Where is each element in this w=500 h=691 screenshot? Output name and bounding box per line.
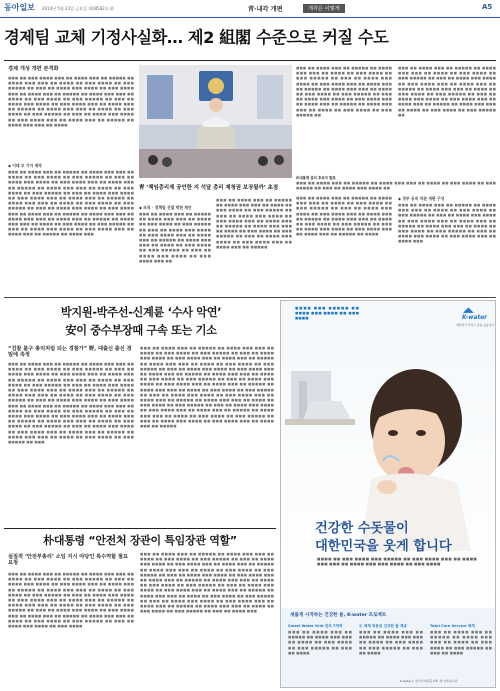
- col2b-body: ■■■ ■■ ■■■■ ■■■ ■■ ■■■■■ ■■ ■■■■ ■■■ ■■■ ■■ ■■■■ ■■ ■■■ ■■■■ ■■ ■■■ ■■■■■ ■■ ■■■ ■■ ■■■■ ■■■ ■■■■ ■■ ■■■ ■■■■ ■■■ ■■ ■■■■ ■■■ ■■ ■■■■■ ■■ ■■■■ ■■■ ■■■ ■■ ■■■■ ■■ ■■■ ■■■■ ■■ ■■■ ■■■■■ ■■ ■■■ ■■ ■■■■ ■■■ ■■■■ ■■ ■■■ ■■■■ ■■■ ■■ ■■■■ ■■■ ■■ ■■■■■: [216, 198, 292, 249]
- story3-subhead: 실질적 ‘안전부총리’ 소임 지시 야당인 특수역할 필요 요청: [8, 554, 129, 567]
- ad-body-copy: ■■■■ ■■ ■■■ ■■■■ ■■■ ■■■■■ ■■ ■■■ ■■■■ ■■■ ■■ ■■■■ ■■■ ■■■ ■■ ■■■■ ■■■ ■■■ ■■■■ ■■ ■■■ ■■■■: [317, 557, 477, 567]
- service-body-2: ■■■ ■■ ■■■■ ■■■ ■■ ■■■■■ ■■ ■■■■ ■■■ ■■■ ■■ ■■■■ ■■ ■■■ ■■■■ ■■ ■■■ ■■■■■ ■■ ■■■ ■■ ■■■■: [359, 630, 423, 655]
- section-divider: [4, 297, 496, 298]
- story3-headline: 朴대통령 “안전처 장관이 특임장관 역할”: [43, 534, 237, 547]
- kwater-logo-mark-icon: ◢◣: [463, 306, 474, 314]
- service-title-1: Smart Water Grid 전자 7개역: [288, 624, 343, 628]
- service-body-1: ■■■ ■■ ■■■■ ■■■ ■■ ■■■■■ ■■ ■■■■ ■■■ ■■■ ■■ ■■■■ ■■ ■■■ ■■■■ ■■ ■■■ ■■■■■ ■■ ■■■ ■■ ■■■■: [288, 630, 352, 655]
- col1-body: ■■■ ■■ ■■■ ■■■■ ■■■ ■■ ■■■■ ■■■ ■■ ■■■■■ ■■ ■■■■ ■■■ ■■■ ■■ ■■■■ ■■ ■■■ ■■■■ ■■ ■■■ ■■■■■ ■■ ■■■ ■■ ■■■■ ■■■ ■■■■ ■■ ■■■ ■■■■ ■■■ ■■ ■■■■ ■■■ ■■ ■■■■■ ■■ ■■■■ ■■■ ■■■ ■■ ■■■■ ■■ ■■■ ■■■■ ■■ ■■■ ■■■■■ ■■ ■■■ ■■ ■■■■ ■■■ ■■■■ ■■ ■■■ ■■■■ ■■■ ■■ ■■■■ ■■■ ■■ ■■■■■ ■■ ■■■■ ■■■ ■■■ ■■ ■■■■ ■■ ■■■ ■■■■ ■■ ■■■ ■■■■■ ■■ ■■■ ■■ ■■■■ ■■■ ■■■■ ■■ ■■■ ■■■■ ■■■ ■■ ■■■■ ■■■ ■■ ■■■■■ ■■ ■■■■ ■■■ ■■■ ■■ ■■■■: [8, 76, 134, 127]
- col3-body: ■■■ ■■ ■■■■ ■■■ ■■ ■■■■■ ■■ ■■■■ ■■■ ■■■ ■■ ■■■■ ■■ ■■■ ■■■■ ■■ ■■■ ■■■■■ ■■ ■■■ ■■ ■■■■ ■■■ ■■■■ ■■ ■■■ ■■■■ ■■■ ■■ ■■■■ ■■■ ■■ ■■■■■ ■■ ■■■■ ■■■ ■■■ ■■ ■■■■ ■■ ■■■ ■■■■ ■■ ■■■ ■■■■■ ■■ ■■■ ■■ ■■■■ ■■■ ■■■■ ■■ ■■■ ■■■■ ■■■ ■■ ■■■■ ■■■ ■■ ■■■■■ ■■ ■■■■: [296, 196, 392, 237]
- story3-col1: ■■■ ■■ ■■■■ ■■■ ■■ ■■■■■ ■■ ■■■■ ■■■ ■■■ ■■ ■■■■ ■■ ■■■ ■■■■ ■■ ■■■ ■■■■■ ■■ ■■■ ■■ ■■■■ ■■■ ■■■■ ■■ ■■■ ■■■■ ■■■ ■■ ■■■■ ■■■ ■■ ■■■■■ ■■ ■■■■ ■■■ ■■■ ■■ ■■■■ ■■ ■■■ ■■■■ ■■ ■■■ ■■■■■ ■■ ■■■ ■■ ■■■■ ■■■ ■■■■ ■■ ■■■ ■■■■ ■■■ ■■ ■■■■ ■■■ ■■ ■■■■■ ■■ ■■■■ ■■■ ■■■ ■■ ■■■■ ■■ ■■■ ■■■■ ■■ ■■■ ■■■■■ ■■ ■■■ ■■ ■■■■ ■■■ ■■■■ ■■ ■■■ ■■■■ ■■■ ■■ ■■■■ ■■■ ■■ ■■■■■ ■■ ■■■■ ■■■ ■■■ ■■ ■■■■ ■■ ■■■ ■■■■ ■■ ■■■ ■■■■■ ■■ ■■■ ■■ ■■■■ ■■■ ■■■■ ■■ ■■■ ■■■■: [8, 572, 134, 629]
- story2-subhead: “검찰 불구 총리처럼 되는 경찰가” 野, 대출신 출신 정밀에 측정: [8, 346, 132, 359]
- story2-headline-line2: 安이 중수부장때 구속 또는 기소: [65, 324, 217, 337]
- col2-body: ■■■ ■■ ■■■■ ■■■ ■■ ■■■■■ ■■ ■■■■ ■■■ ■■■ ■■ ■■■■ ■■ ■■■ ■■■■ ■■ ■■■ ■■■■■ ■■ ■■■ ■■ ■■■■ ■■■ ■■■■ ■■ ■■■ ■■■■ ■■■ ■■ ■■■■ ■■■ ■■ ■■■■■ ■■ ■■■■ ■■■ ■■■ ■■ ■■■■ ■■ ■■■ ■■■■ ■■ ■■■ ■■■■■ ■■ ■■■ ■■ ■■■■ ■■■ ■■■■ ■■ ■■■ ■■■■ ■■■ ■■: [139, 212, 211, 263]
- photo-caption-kicker: 朴대통령 총리 후보자 발표: [296, 176, 336, 180]
- service-body-3: ■■■ ■■ ■■■■ ■■■ ■■ ■■■■■ ■■ ■■■■ ■■■ ■■■ ■■ ■■■■ ■■ ■■■ ■■■■ ■■ ■■■ ■■■■■ ■■ ■■■ ■■ ■■■■: [430, 630, 492, 655]
- photo-caption: ■■■ ■■ ■■■■ ■■■ ■■ ■■■■■ ■■ ■■■■ ■■■ ■■■ ■■ ■■■■ ■■ ■■■ ■■■■ ■■ ■■■ ■■■■■ ■■ ■■■ ■■ ■■■■ ■■■ ■■■■ ■■: [296, 181, 496, 191]
- section-tag: 개각은 이렇게: [303, 4, 345, 13]
- ad-footer: K-water는 한국수자원공사의 새 이름입니다: [400, 679, 458, 683]
- story2-col2: ■■■ ■■ ■■■■ ■■■ ■■ ■■■■■ ■■ ■■■■ ■■■ ■■■ ■■ ■■■■ ■■ ■■■ ■■■■ ■■ ■■■ ■■■■■ ■■ ■■■ ■■ ■■■■ ■■■ ■■■■ ■■ ■■■ ■■■■ ■■■ ■■ ■■■■ ■■■ ■■ ■■■■■ ■■ ■■■■ ■■■ ■■■ ■■ ■■■■ ■■ ■■■ ■■■■ ■■ ■■■ ■■■■■ ■■ ■■■ ■■ ■■■■ ■■■ ■■■■ ■■ ■■■ ■■■■ ■■■ ■■ ■■■■ ■■■ ■■ ■■■■■ ■■ ■■■■ ■■■ ■■■ ■■ ■■■■ ■■ ■■■ ■■■■ ■■ ■■■ ■■■■■ ■■ ■■■ ■■ ■■■■ ■■■ ■■■■ ■■ ■■■ ■■■■ ■■■ ■■ ■■■■ ■■■ ■■ ■■■■■ ■■ ■■■■ ■■■ ■■■ ■■ ■■■■ ■■ ■■■ ■■■■ ■■ ■■■ ■■■■■ ■■ ■■■ ■■ ■■■■ ■■■ ■■■■ ■■ ■■■ ■■■■ ■■■ ■■ ■■■■ ■■■ ■■ ■■■■■ ■■ ■■■■ ■■■ ■■■ ■■ ■■■■ ■■ ■■■ ■■■■ ■■ ■■■ ■■■■■ ■■ ■■■ ■■ ■■■■ ■■■ ■■■■ ■■ ■■■ ■■■■ ■■■ ■■ ■■■■ ■■■ ■■ ■■■■■ ■■ ■■■■ ■■■ ■■■ ■■ ■■■■ ■■ ■■■ ■■■■ ■■ ■■■ ■■■■■ ■■ ■■■ ■■ ■■■■ ■■■ ■■■■ ■■ ■■■ ■■■■ ■■■ ■■ ■■■■ ■■■ ■■ ■■■■■: [140, 346, 274, 429]
- col3-top-body: ■■■ ■■ ■■■■ ■■■ ■■ ■■■■■ ■■ ■■■■ ■■■ ■■■ ■■ ■■■■ ■■ ■■■ ■■■■ ■■ ■■■ ■■■■■ ■■ ■■■ ■■ ■■■■ ■■■ ■■■■ ■■ ■■■ ■■■■ ■■■ ■■ ■■■■ ■■■ ■■ ■■■■■ ■■ ■■■■ ■■■ ■■■ ■■ ■■■■ ■■ ■■■ ■■■■ ■■ ■■■ ■■■■■ ■■ ■■■ ■■ ■■■■ ■■■ ■■■■ ■■ ■■■ ■■■■ ■■■ ■■ ■■■■ ■■■ ■■ ■■■■■ ■■ ■■■■ ■■■ ■■■ ■■ ■■■■ ■■ ■■■ ■■■■ ■■ ■■■ ■■■■■ ■■: [296, 66, 392, 117]
- story2-headline-line1: 박지원-박주선-신계륜 ‘수사 악연’: [60, 306, 222, 319]
- kwater-logo: K-water: [462, 315, 488, 321]
- service-title-3: Total Care Service 체계: [430, 624, 475, 628]
- page-number: A5: [482, 3, 493, 11]
- masthead: 동아일보: [4, 2, 35, 12]
- divider: [4, 60, 496, 61]
- col1-minihead: ◆ 이태 모 기자 제작: [8, 163, 42, 168]
- col1-body-2: ■■■ ■■ ■■■■ ■■■ ■■ ■■■■■ ■■ ■■■■ ■■■ ■■■ ■■ ■■■■ ■■ ■■■ ■■■■ ■■ ■■■ ■■■■■ ■■ ■■■ ■■ ■■■■ ■■■ ■■■■ ■■ ■■■ ■■■■ ■■■ ■■ ■■■■ ■■■ ■■ ■■■■■ ■■ ■■■■ ■■■ ■■■ ■■ ■■■■ ■■ ■■■ ■■■■ ■■ ■■■ ■■■■■ ■■ ■■■ ■■ ■■■■ ■■■ ■■■■ ■■ ■■■ ■■■■ ■■■ ■■ ■■■■ ■■■ ■■ ■■■■■ ■■ ■■■■ ■■■ ■■■ ■■ ■■■■ ■■ ■■■ ■■■■ ■■ ■■■ ■■■■■ ■■ ■■■ ■■ ■■■■ ■■■ ■■■■ ■■ ■■■ ■■■■ ■■■ ■■ ■■■■ ■■■ ■■ ■■■■■ ■■ ■■■■ ■■■ ■■■ ■■ ■■■■ ■■■ ■■■ ■■ ■■■■ ■■■ ■■ ■■■■■ ■■ ■■■■ ■■■ ■■■ ■■ ■■■■ ■■ ■■■ ■■■■ ■■ ■■■ ■■■■■ ■■ ■■■ ■■ ■■■■ ■■■ ■■■■ ■■ ■■■ ■■■■ ■■■ ■■ ■■■■ ■■■ ■■ ■■■■■ ■■ ■■■■ ■■■: [8, 170, 134, 237]
- col2-minihead: ◆ 조직 · 정책팀 진열 박한 제안: [139, 205, 192, 210]
- press-conference-image: [139, 65, 292, 178]
- col4-body: ■■■ ■■ ■■■■ ■■■ ■■ ■■■■■ ■■ ■■■■ ■■■ ■■■ ■■ ■■■■ ■■ ■■■ ■■■■ ■■ ■■■ ■■■■■ ■■ ■■■ ■■ ■■■■ ■■■ ■■■■ ■■ ■■■ ■■■■ ■■■ ■■ ■■■■ ■■■ ■■ ■■■■■ ■■ ■■■■ ■■■ ■■■ ■■ ■■■■ ■■ ■■■ ■■■■ ■■ ■■■ ■■■■■ ■■ ■■■ ■■ ■■■■ ■■■ ■■■■ ■■ ■■■ ■■■■ ■■■ ■■ ■■■■ ■■■: [398, 203, 496, 244]
- kwater-tagline: 대한민국 가지고 물을 싶습니다: [456, 323, 494, 327]
- col3-minihead: ◆ 정부 공직 차관 개편 구성: [398, 196, 445, 201]
- main-photo: [139, 65, 292, 178]
- col1-subhead: 경제 개성 개편 본격화: [8, 66, 59, 72]
- divider: [4, 528, 276, 529]
- story3-col2: ■■■ ■■ ■■■■ ■■■ ■■ ■■■■■ ■■ ■■■■ ■■■ ■■■ ■■ ■■■■ ■■ ■■■ ■■■■ ■■ ■■■ ■■■■■ ■■ ■■■ ■■ ■■■■ ■■■ ■■■■ ■■ ■■■ ■■■■ ■■■ ■■ ■■■■ ■■■ ■■ ■■■■■ ■■ ■■■■ ■■■ ■■■ ■■ ■■■■ ■■ ■■■ ■■■■ ■■ ■■■ ■■■■■ ■■ ■■■ ■■ ■■■■ ■■■ ■■■■ ■■ ■■■ ■■■■ ■■■ ■■ ■■■■ ■■■ ■■ ■■■■■ ■■ ■■■■ ■■■ ■■■ ■■ ■■■■ ■■ ■■■ ■■■■ ■■ ■■■ ■■■■■ ■■ ■■■ ■■ ■■■■ ■■■ ■■■■ ■■ ■■■ ■■■■ ■■■ ■■ ■■■■ ■■■ ■■ ■■■■■ ■■ ■■■■ ■■■ ■■■ ■■ ■■■■ ■■ ■■■ ■■■■ ■■ ■■■ ■■■■■ ■■ ■■■ ■■ ■■■■ ■■■ ■■■■ ■■ ■■■ ■■■■ ■■■ ■■ ■■■■ ■■■ ■■ ■■■■■ ■■ ■■■■ ■■■ ■■■ ■■ ■■■■ ■■ ■■■ ■■■■ ■■ ■■■ ■■■■■ ■■ ■■■ ■■ ■■■■ ■■■: [140, 552, 274, 614]
- ad-services-title: 새롭게 시작하는 건강한 물, K-water 프로젝트: [290, 613, 387, 618]
- ad-top-copy: ■■■■ ■■■ ■■■■■ ■■ ■■■■ ■■■ ■■■■ ■■ ■■■ ■■■■: [295, 306, 359, 320]
- ad-slogan-line2: 대한민국을 웃게 합니다: [315, 539, 452, 554]
- ad-slogan-line1: 건강한 수돗물이: [315, 521, 409, 536]
- issue-line: 2014년 5월 23일 금요일 제28582호 ㉻: [42, 6, 114, 11]
- main-kicker: 靑 ‘책임총리제 공언한 지 석달 총리 제청권 보장될까’ 초점: [139, 185, 279, 191]
- story2-col1: ■■■ ■■ ■■■■ ■■■ ■■ ■■■■■ ■■ ■■■■ ■■■ ■■■ ■■ ■■■■ ■■ ■■■ ■■■■ ■■ ■■■ ■■■■■ ■■ ■■■ ■■ ■■■■ ■■■ ■■■■ ■■ ■■■ ■■■■ ■■■ ■■ ■■■■ ■■■ ■■ ■■■■■ ■■ ■■■■ ■■■ ■■■ ■■ ■■■■ ■■ ■■■ ■■■■ ■■ ■■■ ■■■■■ ■■ ■■■ ■■ ■■■■ ■■■ ■■■■ ■■ ■■■ ■■■■ ■■■ ■■ ■■■■ ■■■ ■■ ■■■■■ ■■ ■■■■ ■■■ ■■■ ■■ ■■■■ ■■ ■■■ ■■■■ ■■ ■■■ ■■■■■ ■■ ■■■ ■■ ■■■■ ■■■ ■■■■ ■■ ■■■ ■■■■ ■■■ ■■ ■■■■ ■■■ ■■ ■■■■■ ■■ ■■■■ ■■■ ■■■ ■■ ■■■■ ■■ ■■■ ■■■■ ■■ ■■■ ■■■■■ ■■ ■■■ ■■ ■■■■ ■■■ ■■■■ ■■ ■■■ ■■■■ ■■■ ■■ ■■■■ ■■■ ■■ ■■■■■ ■■ ■■■■ ■■■ ■■■ ■■ ■■■■ ■■ ■■■ ■■■■ ■■ ■■■ ■■■■■ ■■ ■■■ ■■ ■■■■ ■■■ ■■■■ ■■ ■■■ ■■■■ ■■■ ■■ ■■■■ ■■■ ■■ ■■■■■ ■■ ■■■■ ■■■ ■■■ ■■ ■■■■ ■■ ■■■ ■■■■ ■■ ■■■ ■■■■■ ■■ ■■■: [8, 362, 134, 445]
- col4-top-body: ■■■ ■■ ■■■■ ■■■ ■■ ■■■■■ ■■ ■■■■ ■■■ ■■■ ■■ ■■■■ ■■ ■■■ ■■■■ ■■ ■■■ ■■■■■ ■■ ■■■ ■■ ■■■■ ■■■ ■■■■ ■■ ■■■ ■■■■ ■■■ ■■ ■■■■ ■■■ ■■ ■■■■■ ■■ ■■■■ ■■■ ■■■ ■■ ■■■■ ■■ ■■■ ■■■■ ■■ ■■■ ■■■■■ ■■ ■■■ ■■ ■■■■ ■■■ ■■■■ ■■ ■■■ ■■■■ ■■■ ■■ ■■■■ ■■■ ■■ ■■■■■ ■■ ■■■■ ■■■ ■■■ ■■ ■■■■ ■■ ■■■ ■■■■ ■■ ■■■ ■■■■■ ■■: [398, 66, 496, 117]
- main-headline: 경제팀 교체 기정사실화… 제2 組閣 수준으로 커질 수도: [4, 28, 389, 47]
- section-title: 靑·내각 개편: [248, 6, 283, 13]
- service-title-2: 도 체계 적용된 건강한 물 제공: [359, 624, 407, 628]
